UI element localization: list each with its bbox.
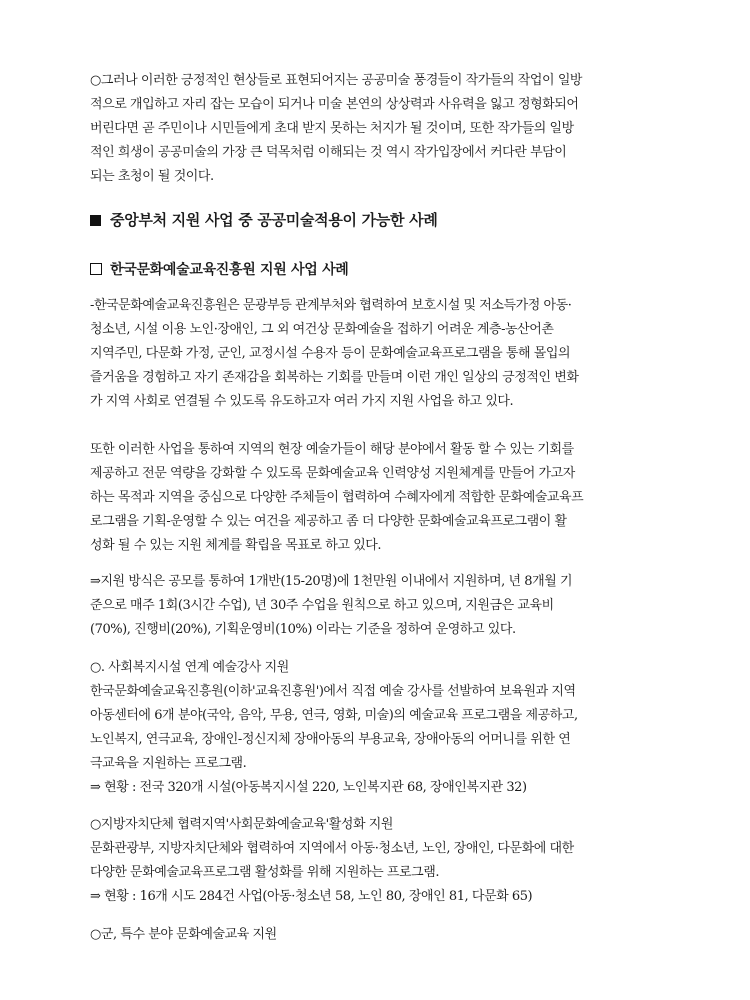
text-line: 준으로 매주 1회(3시간 수업), 년 30주 수업을 원칙으로 하고 있으며, 지원금은 교육비 — [90, 598, 554, 613]
text-line: 가 지역 사회로 연결될 수 있도록 유도하고자 여러 가지 지원 사업을 하고 있다. — [90, 394, 514, 409]
text-line: 청소년, 시설 이용 노인·장애인, 그 외 여건상 문화예술을 접하기 어려운 계층-농산어촌 — [90, 322, 554, 337]
item-local-government — [90, 813, 664, 909]
item-title: ○군, 특수 분야 문화예술교육 지원 — [90, 927, 277, 942]
text-line: 성화 될 수 있는 지원 체계를 확립을 목표로 하고 있다. — [90, 538, 382, 553]
text-line: 한국문화예술교육진흥원(이하'교육진흥원')에서 직접 예술 강사를 선발하여 보육원과 지역 — [90, 684, 576, 699]
program-goal-paragraph — [90, 438, 664, 558]
item-military-special — [90, 923, 664, 947]
text-line: -한국문화예술교육진흥원은 문광부등 관계부처와 협력하여 보호시설 및 저소득가정 아동· — [90, 298, 572, 313]
item-title: ○. 사회복지시설 연계 예술강사 지원 — [90, 660, 289, 675]
subsection-heading — [90, 259, 664, 279]
text-line: 하는 목적과 지역을 중심으로 다양한 주체들이 협력하여 수혜자에게 적합한 문화예술교육프 — [90, 490, 584, 505]
text-line: 노인복지, 연극교육, 장애인-정신지체 장애아동의 부용교육, 장애아동의 어머니를 위한 연 — [90, 732, 571, 747]
section-title: 중앙부처 지원 사업 중 공공미술적용이 가능한 사례 — [110, 211, 438, 229]
text-line: 제공하고 전문 역량을 강화할 수 있도록 문화예술교육 인력양성 지원체계를 만들어 가고자 — [90, 466, 575, 481]
section-heading — [90, 209, 664, 230]
text-line: 또한 이러한 사업을 통하여 지역의 현장 예술가들이 해당 분야에서 활동 할 수 있는 기회를 — [90, 442, 574, 457]
item-social-welfare — [90, 656, 664, 800]
filled-square-bullet-icon — [90, 215, 101, 226]
text-line: 다양한 문화예술교육프로그램 활성화를 위해 지원하는 프로그램. — [90, 865, 440, 880]
text-line: 적인 희생이 공공미술의 가장 큰 덕목처럼 이해되는 것 역시 작가입장에서 커다란 부담이 — [90, 145, 567, 160]
text-line: 지역주민, 다문화 가정, 군인, 교정시설 수용자 등이 문화예술교육프로그램을 통해 몰입의 — [90, 346, 571, 361]
text-line: 아동센터에 6개 분야(국악, 음악, 무용, 연극, 영화, 미술)의 예술교육 프로그램을 제공하고, — [90, 708, 578, 723]
support-method-paragraph — [90, 570, 664, 642]
text-line: (70%), 진행비(20%), 기획운영비(10%) 이라는 기준을 정하여 운영하고 있다. — [90, 622, 516, 637]
program-overview-paragraph — [90, 294, 664, 414]
text-line: 되는 초청이 될 것이다. — [90, 169, 214, 184]
text-line: 즐거움을 경험하고 자기 존재감을 회복하는 기회를 만들며 이런 개인 일상의 긍정적인 변화 — [90, 370, 579, 385]
text-line: ⇒지원 방식은 공모를 통하여 1개반(15-20명)에 1천만원 이내에서 지원하며, 년 8개월 기 — [90, 574, 573, 589]
subsection-title: 한국문화예술교육진흥원 지원 사업 사례 — [110, 262, 349, 278]
text-line: ○그러나 이러한 긍정적인 현상들로 표현되어지는 공공미술 풍경들이 작가들의 작업이 일방 — [90, 73, 583, 88]
text-line: 문화관광부, 지방자치단체와 협력하여 지역에서 아동·청소년, 노인, 장애인, 다문화에 대한 — [90, 841, 574, 856]
text-line: 버린다면 곧 주민이나 시민들에게 초대 받지 못하는 처지가 될 것이며, 또한 작가들의 일방 — [90, 121, 574, 136]
status-line: ⇒ 현황 : 전국 320개 시설(아동복지시설 220, 노인복지관 68, 장애인복지관 32) — [90, 780, 527, 795]
text-line: 적으로 개입하고 자리 잡는 모습이 되거나 미술 본연의 상상력과 사유력을 잃고 정형화되어 — [90, 97, 579, 112]
item-title: ○지방자치단체 협력지역'사회문화예술교육'활성화 지원 — [90, 817, 393, 832]
status-line: ⇒ 현황 : 16개 시도 284건 사업(아동·청소년 58, 노인 80, 장애인 81, 다문화 65) — [90, 889, 533, 904]
text-line: 로그램을 기획-운영할 수 있는 여건을 제공하고 좀 더 다양한 문화예술교육프로그램이 활 — [90, 514, 567, 529]
text-line: 극교육을 지원하는 프로그램. — [90, 756, 247, 771]
intro-paragraph — [90, 69, 664, 189]
empty-square-bullet-icon — [90, 263, 102, 275]
